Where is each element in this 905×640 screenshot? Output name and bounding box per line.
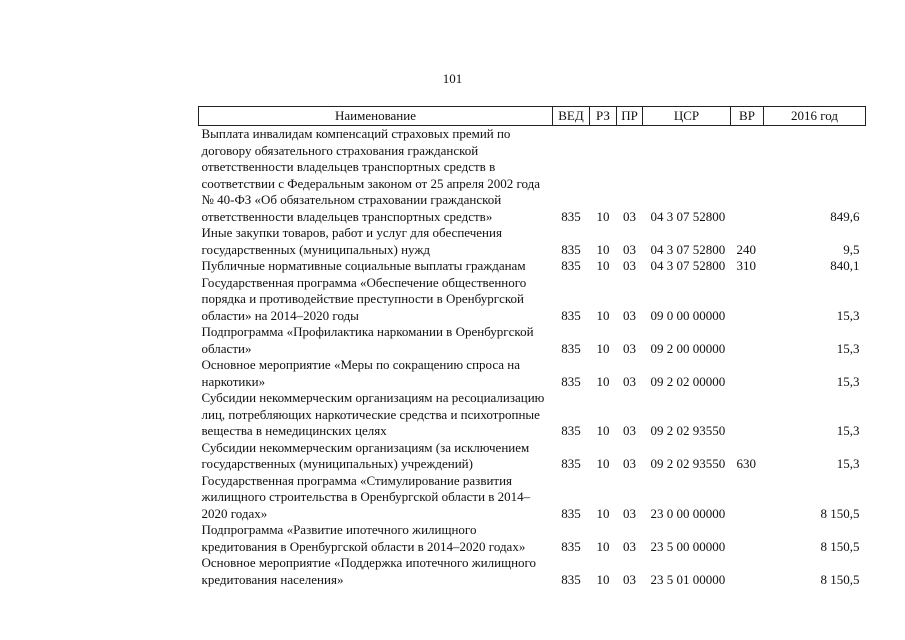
row-ved: 835: [561, 538, 581, 554]
row-vr: [731, 357, 764, 390]
row-vr: [731, 473, 764, 523]
table-row: [199, 357, 866, 390]
row-name: Иные закупки товаров, работ и услуг для обеспечения государственных (муниципальных) нужд: [201, 225, 502, 257]
table-row: [199, 225, 866, 258]
row-csr: 04 3 07 52800: [650, 258, 726, 273]
row-rz: 10: [596, 423, 610, 438]
table-row: [199, 275, 866, 325]
row-rz: 10: [596, 258, 610, 273]
row-name: Основное мероприятие «Меры по сокращению спроса на наркотики»: [201, 357, 521, 389]
header-vr: ВР: [731, 107, 764, 126]
row-csr: 09 2 02 00000: [650, 373, 726, 389]
row-rz: 10: [596, 456, 610, 471]
table-row: [199, 473, 866, 523]
row-vr: [731, 522, 764, 555]
row-rz: 10: [596, 571, 610, 587]
row-pr: 03: [623, 307, 636, 323]
row-pr: 03: [623, 423, 636, 438]
row-rz: 10: [596, 340, 610, 356]
row-ved: 835: [561, 571, 581, 587]
row-vr: [731, 324, 764, 357]
budget-table: [198, 106, 866, 588]
row-amount: 8 150,5: [820, 505, 860, 521]
table-row: [199, 324, 866, 357]
header-year: 2016 год: [764, 107, 866, 126]
row-csr: 04 3 07 52800: [650, 208, 726, 224]
row-rz: 10: [596, 505, 610, 521]
row-amount: 15,3: [836, 307, 860, 323]
page-number: 101: [442, 71, 463, 86]
row-pr: 03: [623, 456, 636, 471]
table-header-row: [199, 107, 866, 126]
row-name: Основное мероприятие «Поддержка ипотечного жилищного кредитования населения»: [201, 555, 537, 587]
row-pr: 03: [623, 538, 636, 554]
row-pr: 03: [623, 505, 636, 521]
row-csr: 04 3 07 52800: [650, 241, 726, 257]
row-amount: 840,1: [830, 258, 860, 273]
header-rz: РЗ: [590, 107, 617, 126]
table-row: [199, 390, 866, 440]
row-vr: [731, 126, 764, 226]
row-ved: 835: [561, 208, 581, 224]
row-amount: 9,5: [843, 241, 860, 257]
row-ved: 835: [561, 456, 581, 471]
row-amount: 8 150,5: [820, 538, 860, 554]
row-pr: 03: [623, 208, 636, 224]
row-vr: 310: [736, 258, 756, 273]
row-csr: 09 2 02 93550: [650, 423, 726, 438]
row-vr: 240: [736, 241, 756, 257]
table-row: [199, 522, 866, 555]
row-pr: 03: [623, 373, 636, 389]
row-csr: 09 0 00 00000: [650, 307, 726, 323]
row-name: Государственная программа «Стимулирование развития жилищного строительства в Оренбургской области в 2014–2020 годах»: [201, 472, 531, 521]
row-name: Публичные нормативные социальные выплаты гражданам: [201, 258, 526, 273]
row-vr: [731, 275, 764, 325]
table-row: [199, 555, 866, 588]
row-name: Выплата инвалидам компенсаций страховых премий по договору обязательного страхования гражданской ответственности владельцев транспортных средств в соответствии с Федеральным законом от 25 апреля 2002 года № 40-ФЗ «Об обязательном страховании гражданской ответственности владельцев транспортных средств»: [201, 126, 541, 224]
row-csr: 09 2 00 00000: [650, 340, 726, 356]
row-rz: 10: [596, 307, 610, 323]
row-amount: 15,3: [836, 340, 860, 356]
table-row: [199, 440, 866, 473]
row-csr: 23 5 01 00000: [650, 571, 726, 587]
row-amount: 15,3: [836, 373, 860, 389]
row-csr: 23 5 00 00000: [650, 538, 726, 554]
row-vr: [731, 390, 764, 440]
row-ved: 835: [561, 505, 581, 521]
row-csr: 09 2 02 93550: [650, 456, 726, 471]
table-row: [199, 126, 866, 226]
row-pr: 03: [623, 340, 636, 356]
row-pr: 03: [623, 571, 636, 587]
row-rz: 10: [596, 208, 610, 224]
row-amount: 15,3: [836, 456, 860, 471]
row-name: Субсидии некоммерческим организациям на ресоциализацию лиц, потребляющих наркотические средства и психотропные вещества в немедицинских целях: [201, 390, 545, 438]
header-pr: ПР: [617, 107, 643, 126]
row-ved: 835: [561, 373, 581, 389]
row-rz: 10: [596, 241, 610, 257]
row-ved: 835: [561, 423, 581, 438]
row-pr: 03: [623, 241, 636, 257]
table-row: [199, 258, 866, 275]
row-csr: 23 0 00 00000: [650, 505, 726, 521]
row-rz: 10: [596, 538, 610, 554]
header-csr: ЦСР: [643, 107, 731, 126]
header-ved: ВЕД: [553, 107, 590, 126]
row-ved: 835: [561, 340, 581, 356]
row-vr: 630: [736, 456, 756, 471]
row-amount: 15,3: [836, 423, 860, 438]
row-name: Субсидии некоммерческим организациям (за исключением государственных (муниципальных) учреждений): [201, 439, 530, 471]
row-name: Подпрограмма «Развитие ипотечного жилищного кредитования в Оренбургской области в 2014–2020 годах»: [201, 522, 526, 554]
row-ved: 835: [561, 241, 581, 257]
row-amount: 8 150,5: [820, 571, 860, 587]
row-name: Подпрограмма «Профилактика наркомании в Оренбургской области»: [201, 324, 534, 356]
row-vr: [731, 555, 764, 588]
row-rz: 10: [596, 373, 610, 389]
row-ved: 835: [561, 258, 581, 273]
row-name: Государственная программа «Обеспечение общественного порядка и противодействие преступности в Оренбургской области» на 2014–2020 годы: [201, 274, 527, 323]
row-amount: 849,6: [830, 208, 860, 224]
row-pr: 03: [623, 258, 636, 273]
row-ved: 835: [561, 307, 581, 323]
header-name: Наименование: [199, 107, 553, 126]
